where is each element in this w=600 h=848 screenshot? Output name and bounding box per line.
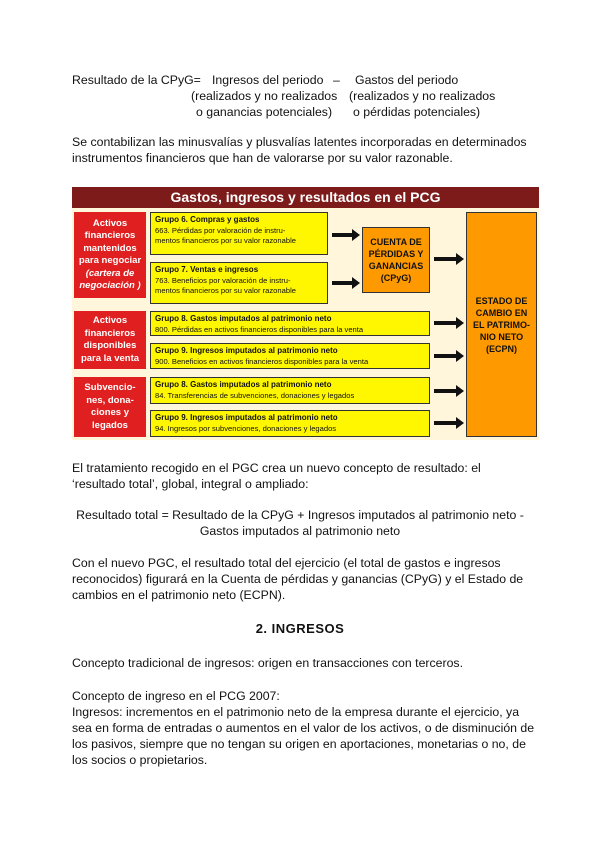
diagram-title: Gastos, ingresos y resultados en el PCG: [72, 187, 539, 208]
box-line: PÉRDIDAS Y: [368, 249, 424, 259]
box-line: CUENTA DE: [370, 237, 422, 247]
box-line: EL PATRIMO-: [473, 319, 530, 330]
group-line: 800. Pérdidas en activos financieros disponibles para la venta: [155, 324, 364, 334]
group9-subsidies-box: [150, 410, 430, 437]
group-line: 84. Transferencias de subvenciones, donaciones y legados: [155, 390, 355, 400]
paragraph-line: Se contabilizan las minusvalías y plusvalías latentes incorporadas en determinados: [72, 135, 527, 149]
box-line: CAMBIO EN: [475, 307, 528, 318]
formula-income-sub2: o ganancias potenciales): [196, 105, 333, 119]
label-line: financieros: [84, 230, 136, 241]
paragraph-line: instrumentos financieros que han de valorarse por su valor razonable.: [72, 151, 453, 165]
label-line: legados: [92, 419, 128, 431]
box-line: NIO NETO: [479, 331, 524, 342]
arrow-right-icon: [332, 233, 354, 237]
arrow-right-icon: [434, 321, 458, 325]
label-line: ciones y: [90, 407, 130, 418]
ecpn-box: [466, 212, 537, 437]
box-line: GANANCIAS: [368, 261, 424, 271]
group8-subsidies-box: [150, 377, 430, 404]
formula-income-sub1: (realizados y no realizados: [191, 89, 338, 103]
paragraph-line: sea en forma de entradas o aumentos en el valor de los activos, o de disminución de: [72, 721, 535, 735]
label-line: disponibles: [83, 340, 137, 351]
paragraph-line: cambios en el patrimonio neto (ECPN).: [72, 588, 286, 602]
group-line: 900. Beneficios en activos financieros disponibles para la venta: [155, 356, 369, 366]
paragraph-line: Concepto tradicional de ingresos: origen en transacciones con terceros.: [72, 656, 463, 670]
paragraph-line: El tratamiento recogido en el PGC crea un nuevo concepto de resultado: el: [72, 461, 481, 475]
total-result-formula-line: Resultado total = Resultado de la CPyG + Ingresos imputados al patrimonio neto -: [76, 508, 524, 522]
group-title: Grupo 7. Ventas e ingresos: [155, 265, 259, 274]
cpyg-box: [362, 227, 430, 293]
group-title: Grupo 8. Gastos imputados al patrimonio neto: [155, 314, 332, 323]
label-available-for-sale: [74, 311, 146, 369]
group-line: 763. Beneficios por valoración de instru-: [155, 275, 291, 285]
arrow-right-icon: [332, 281, 354, 285]
box-line: (ECPN): [486, 343, 517, 354]
label-line: Subvencio-: [84, 382, 136, 393]
label-line: Activos: [92, 217, 128, 229]
box-line: ESTADO DE: [475, 295, 528, 306]
formula-term-expenses: Gastos del periodo: [355, 73, 459, 87]
formula-expenses-sub2: o pérdidas potenciales): [353, 105, 481, 119]
group-line: mentos financieros por su valor razonable: [155, 236, 296, 245]
label-line: mantenidos: [83, 242, 137, 254]
arrow-right-icon: [434, 389, 458, 393]
formula-lhs: Resultado de la CPyG=: [72, 73, 201, 87]
paragraph-line: Ingresos: incrementos en el patrimonio neto de la empresa durante el ejercicio, ya: [72, 705, 520, 719]
label-line: para negociar: [78, 255, 142, 266]
group-title: Grupo 9. Ingresos imputados al patrimonio neto: [155, 346, 338, 355]
arrow-right-icon: [434, 354, 458, 358]
section-heading: 2. INGRESOS: [255, 621, 345, 636]
group-line: 663. Pérdidas por valoración de instru-: [155, 225, 286, 235]
formula-expenses-sub1: (realizados y no realizados: [349, 89, 496, 103]
paragraph-line: Concepto de ingreso en el PCG 2007:: [72, 689, 280, 703]
formula-term-income: Ingresos del periodo: [212, 73, 324, 87]
paragraph-line: los pasivos, siempre que no tengan su origen en aportaciones, monetarias o no, de: [72, 737, 526, 751]
label-line: (cartera de: [85, 267, 135, 279]
group-title: Grupo 9. Ingresos imputados al patrimonio neto: [155, 413, 338, 422]
arrow-right-icon: [434, 421, 458, 425]
group-title: Grupo 6. Compras y gastos: [155, 215, 260, 224]
group9-afs-box: [150, 343, 430, 369]
group-title: Grupo 8. Gastos imputados al patrimonio neto: [155, 380, 332, 389]
box-line: (CPyG): [380, 273, 412, 283]
group7-box: [150, 262, 328, 304]
label-trading-assets: [74, 212, 146, 298]
group8-afs-box: [150, 311, 430, 336]
pcg-diagram: [72, 187, 539, 440]
group-line: mentos financieros por su valor razonable: [155, 286, 296, 295]
label-line: financieros: [84, 327, 136, 339]
paragraph-line: ‘resultado total’, global, integral o ampliado:: [72, 477, 309, 491]
label-line: para la venta: [80, 352, 140, 364]
label-subsidies: [74, 377, 146, 437]
total-result-formula-line: Gastos imputados al patrimonio neto: [199, 524, 401, 538]
label-line: negociación ): [79, 280, 141, 291]
paragraph-line: Con el nuevo PGC, el resultado total del ejercicio (el total de gastos e ingresos: [72, 556, 501, 570]
group6-box: [150, 212, 328, 255]
paragraph-line: los socios o propietarios.: [72, 753, 208, 767]
label-line: Activos: [92, 315, 128, 326]
formula-minus: –: [333, 73, 340, 87]
arrow-right-icon: [434, 257, 458, 261]
label-line: nes, dona-: [86, 394, 134, 406]
paragraph-line: reconocidos) figurará en la Cuenta de pérdidas y ganancias (CPyG) y el Estado de: [72, 572, 524, 586]
group-line: 94. Ingresos por subvenciones, donaciones y legados: [155, 423, 337, 433]
